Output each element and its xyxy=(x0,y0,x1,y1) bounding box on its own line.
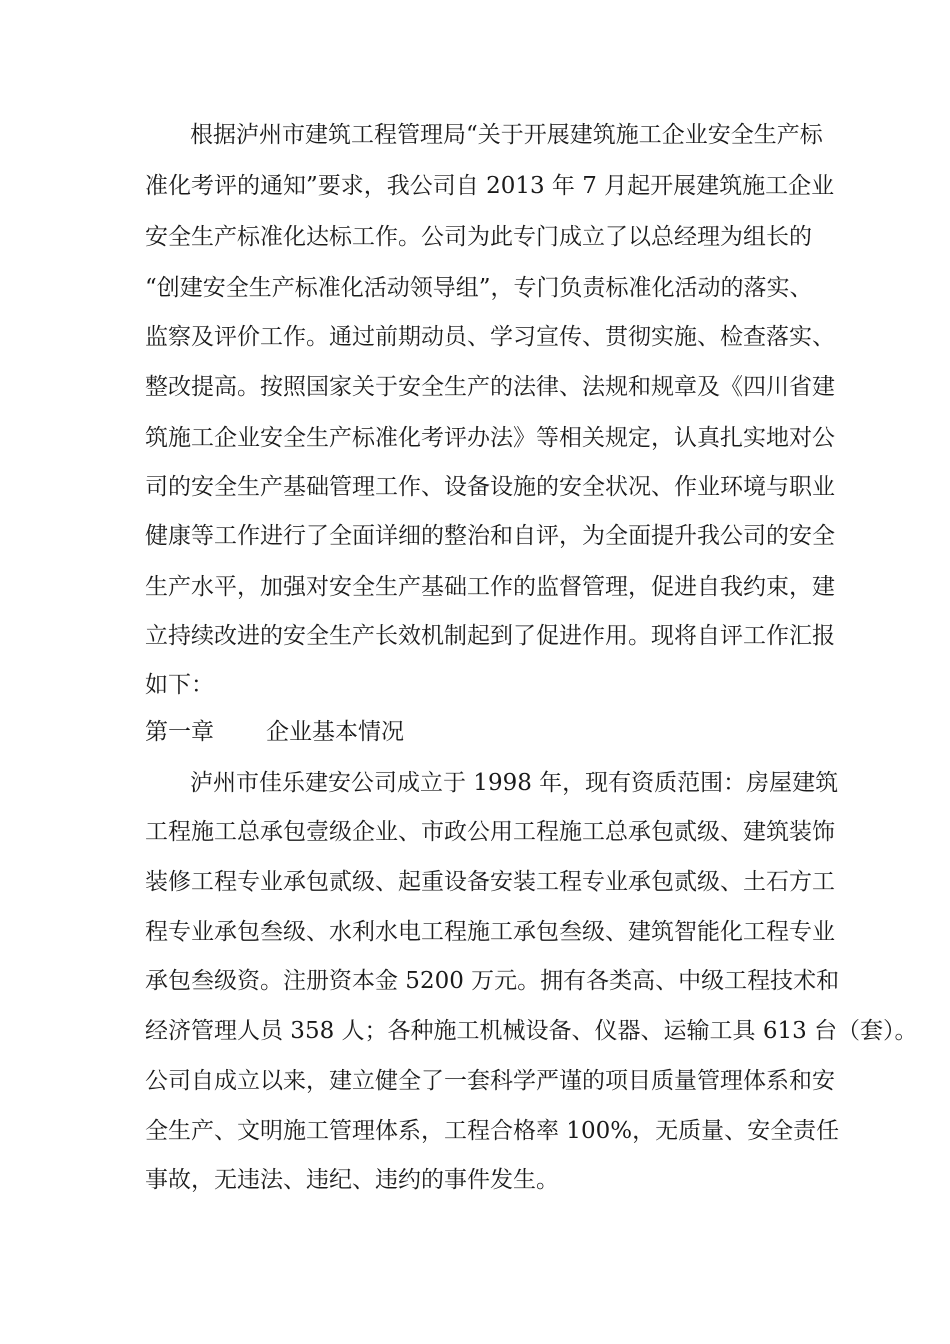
company-line-7: 公司自成立以来，建立健全了一套科学严谨的项目质量管理体系和安 xyxy=(145,1068,835,1094)
intro-line-8: 司的安全生产基础管理工作、设备设施的安全状况、作业环境与职业 xyxy=(145,474,835,500)
intro-line-5: 监察及评价工作。通过前期动员、学习宣传、贯彻实施、检查落实、 xyxy=(145,324,835,350)
company-line-3: 装修工程专业承包贰级、起重设备安装工程专业承包贰级、土石方工 xyxy=(145,869,835,895)
chapter-heading xyxy=(145,717,404,747)
company-line-2: 工程施工总承包壹级企业、市政公用工程施工总承包贰级、建筑装饰 xyxy=(145,819,835,845)
intro-line-3: 安全生产标准化达标工作。公司为此专门成立了以总经理为组长的 xyxy=(145,224,812,250)
chapter-number: 第一章 xyxy=(145,719,214,745)
company-line-1: 泸州市佳乐建安公司成立于 1998 年，现有资质范围：房屋建筑 xyxy=(190,770,839,796)
company-line-4: 程专业承包叁级、水利水电工程施工承包叁级、建筑智能化工程专业 xyxy=(145,919,835,945)
intro-line-1: 根据泸州市建筑工程管理局“关于开展建筑施工企业安全生产标 xyxy=(190,122,823,148)
company-line-8: 全生产、文明施工管理体系，工程合格率 100%，无质量、安全责任 xyxy=(145,1118,840,1144)
company-line-6: 经济管理人员 358 人；各种施工机械设备、仪器、运输工具 613 台（套）。 xyxy=(145,1018,918,1044)
company-line-5: 承包叁级资。注册资本金 5200 万元。拥有各类高、中级工程技术和 xyxy=(145,968,840,994)
intro-line-6: 整改提高。按照国家关于安全生产的法律、法规和规章及《四川省建 xyxy=(145,374,835,400)
intro-line-11: 立持续改进的安全生产长效机制起到了促进作用。现将自评工作汇报 xyxy=(145,623,835,649)
intro-line-10: 生产水平，加强对安全生产基础工作的监督管理，促进自我约束，建 xyxy=(145,574,835,600)
intro-line-4: “创建安全生产标准化活动领导组”，专门负责标准化活动的落实、 xyxy=(145,275,813,301)
chapter-title: 企业基本情况 xyxy=(266,719,404,745)
intro-line-2: 准化考评的通知”要求，我公司自 2013 年 7 月起开展建筑施工企业 xyxy=(145,173,835,199)
company-line-9: 事故，无违法、违纪、违约的事件发生。 xyxy=(145,1167,559,1193)
intro-line-12: 如下： xyxy=(145,672,214,698)
intro-line-9: 健康等工作进行了全面详细的整治和自评，为全面提升我公司的安全 xyxy=(145,523,835,549)
intro-line-7: 筑施工企业安全生产标准化考评办法》等相关规定，认真扎实地对公 xyxy=(145,425,835,451)
